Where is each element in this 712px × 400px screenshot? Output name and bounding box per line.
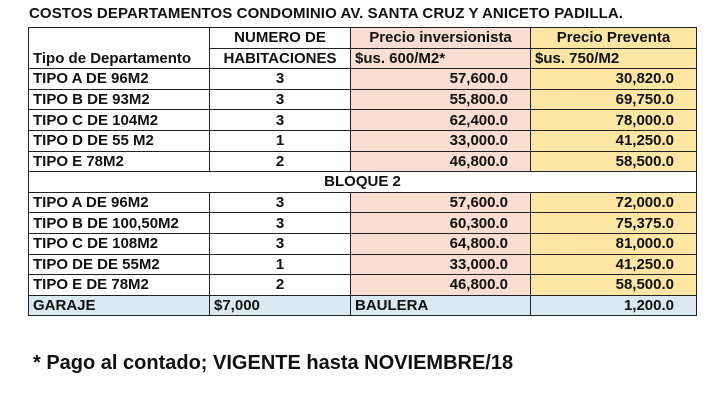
price-table [28, 27, 697, 316]
cell-tipo: TIPO A DE 96M2 [29, 192, 210, 213]
cell-precio-inversionista: 64,800.0 [351, 233, 531, 254]
cell-precio-inversionista: 33,000.0 [351, 130, 531, 151]
table-row [29, 110, 697, 131]
table-row [29, 275, 697, 296]
cell-tipo: TIPO B DE 93M2 [29, 89, 210, 110]
header-inversionista-line1: Precio inversionista [351, 28, 531, 49]
cell-habitaciones: 1 [210, 130, 351, 151]
table-row [29, 233, 697, 254]
cell-precio-inversionista: 46,800.0 [351, 151, 531, 172]
cell-habitaciones: 3 [210, 213, 351, 234]
cell-precio-inversionista: 57,600.0 [351, 69, 531, 90]
cell-tipo: TIPO C DE 108M2 [29, 233, 210, 254]
cell-habitaciones: 3 [210, 192, 351, 213]
table-row [29, 213, 697, 234]
cell-precio-preventa: 72,000.0 [531, 192, 697, 213]
table-row [29, 89, 697, 110]
garaje-label: GARAJE [29, 295, 210, 316]
cell-habitaciones: 3 [210, 110, 351, 131]
bloque-2-row [29, 172, 697, 193]
baulera-price: 1,200.0 [531, 295, 697, 316]
cell-precio-inversionista: 55,800.0 [351, 89, 531, 110]
cell-habitaciones: 1 [210, 254, 351, 275]
cell-habitaciones: 3 [210, 89, 351, 110]
cell-tipo: TIPO E DE 78M2 [29, 275, 210, 296]
table-row [29, 254, 697, 275]
header-row-1 [29, 28, 697, 49]
garaje-price: $7,000 [210, 295, 351, 316]
cell-precio-preventa: 75,375.0 [531, 213, 697, 234]
cell-tipo: TIPO DE DE 55M2 [29, 254, 210, 275]
header-habitaciones-line2: HABITACIONES [210, 48, 351, 69]
header-preventa-line2: $us. 750/M2 [531, 48, 697, 69]
cell-precio-inversionista: 60,300.0 [351, 213, 531, 234]
bloque-2-heading: BLOQUE 2 [29, 172, 697, 193]
header-inversionista-line2: $us. 600/M2* [351, 48, 531, 69]
header-preventa-line1: Precio Preventa [531, 28, 697, 49]
cell-precio-preventa: 30,820.0 [531, 69, 697, 90]
cell-habitaciones: 3 [210, 233, 351, 254]
table-row [29, 130, 697, 151]
document-title: COSTOS DEPARTAMENTOS CONDOMINIO AV. SANTA CRUZ Y ANICETO PADILLA. [29, 5, 624, 22]
cell-precio-preventa: 81,000.0 [531, 233, 697, 254]
cell-precio-inversionista: 46,800.0 [351, 275, 531, 296]
cell-precio-inversionista: 33,000.0 [351, 254, 531, 275]
table-row [29, 192, 697, 213]
cell-tipo: TIPO B DE 100,50M2 [29, 213, 210, 234]
cell-precio-preventa: 41,250.0 [531, 130, 697, 151]
cell-precio-preventa: 58,500.0 [531, 151, 697, 172]
table-row [29, 69, 697, 90]
garaje-row [29, 295, 697, 316]
cell-precio-preventa: 58,500.0 [531, 275, 697, 296]
cell-precio-preventa: 78,000.0 [531, 110, 697, 131]
footnote: * Pago al contado; VIGENTE hasta NOVIEMBRE/18 [33, 352, 514, 374]
header-habitaciones-line1: NUMERO DE [210, 28, 351, 49]
header-tipo: Tipo de Departamento [29, 28, 210, 69]
cell-habitaciones: 2 [210, 151, 351, 172]
cell-habitaciones: 2 [210, 275, 351, 296]
baulera-label: BAULERA [351, 295, 531, 316]
cell-tipo: TIPO A DE 96M2 [29, 69, 210, 90]
cell-tipo: TIPO C DE 104M2 [29, 110, 210, 131]
cell-precio-inversionista: 57,600.0 [351, 192, 531, 213]
table-row [29, 151, 697, 172]
cell-precio-preventa: 41,250.0 [531, 254, 697, 275]
cell-habitaciones: 3 [210, 69, 351, 90]
cell-precio-inversionista: 62,400.0 [351, 110, 531, 131]
cell-tipo: TIPO D DE 55 M2 [29, 130, 210, 151]
cell-precio-preventa: 69,750.0 [531, 89, 697, 110]
cell-tipo: TIPO E 78M2 [29, 151, 210, 172]
